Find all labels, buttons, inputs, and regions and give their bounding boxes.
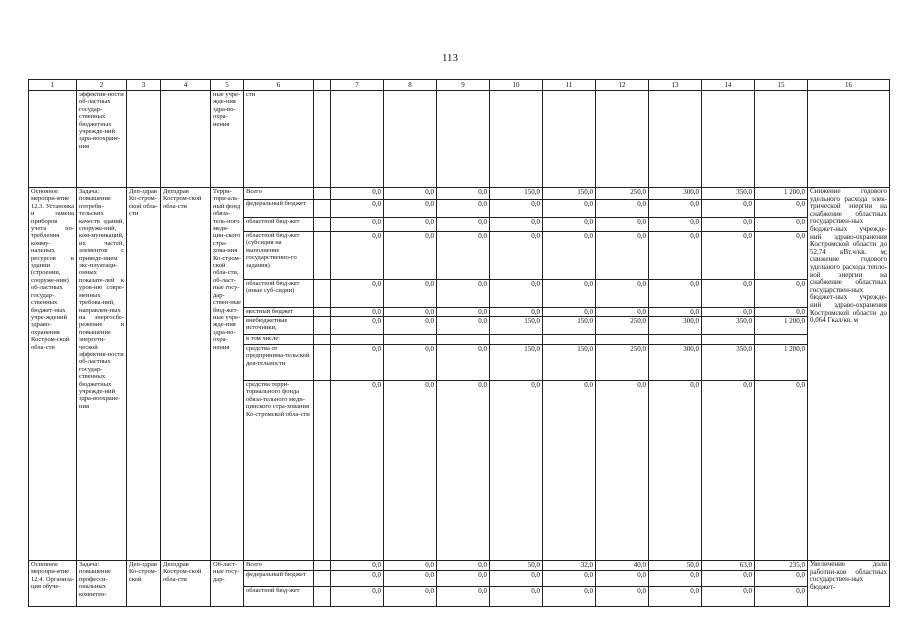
amount-cell — [649, 335, 702, 345]
amount-cell — [543, 335, 596, 345]
amount-cell: 0,0 — [755, 571, 808, 587]
amount-cell: 350,0 — [702, 345, 755, 381]
amount-cell — [702, 335, 755, 345]
amount-cell: 0,0 — [543, 587, 596, 607]
amount-cell: 0,0 — [384, 232, 437, 280]
amount-cell: 0,0 — [490, 587, 543, 607]
funding-source-label: федеральный бюджет — [244, 200, 314, 218]
col-header: 11 — [543, 80, 596, 91]
col-header: 12 — [596, 80, 649, 91]
co-executor-text: ные учре-жде-ния здра-во-охра-нения — [211, 91, 244, 188]
amount-cell: 0,0 — [437, 200, 490, 218]
funding-source-label: федеральный бюджет — [244, 571, 314, 587]
amount-cell: 0,0 — [755, 308, 808, 317]
amount-cell: 250,0 — [596, 317, 649, 335]
col-header: 16 — [808, 80, 890, 91]
amount-cell: 0,0 — [755, 218, 808, 232]
amount-cell: 300,0 — [649, 345, 702, 381]
funding-source-label: областной бюд-жет — [244, 218, 314, 232]
amount-cell: 150,0 — [543, 345, 596, 381]
amount-cell: 0,0 — [702, 232, 755, 280]
column-number-row — [29, 80, 890, 91]
col-header: 1 — [29, 80, 77, 91]
amount-cell: 0,0 — [755, 200, 808, 218]
funding-row — [29, 561, 890, 571]
col-header: 14 — [702, 80, 755, 91]
funding-source-label: средства от предпринима-тельской дея-тельности — [244, 345, 314, 381]
amount-cell: 0,0 — [490, 200, 543, 218]
amount-cell: 0,0 — [490, 218, 543, 232]
amount-cell — [596, 335, 649, 345]
amount-cell: 0,0 — [331, 200, 384, 218]
amount-cell: 0,0 — [702, 308, 755, 317]
amount-cell: 0,0 — [596, 571, 649, 587]
amount-cell: 0,0 — [649, 587, 702, 607]
amount-cell: 0,0 — [384, 308, 437, 317]
amount-cell: 0,0 — [331, 587, 384, 607]
amount-cell: 250,0 — [596, 345, 649, 381]
amount-cell: 0,0 — [543, 381, 596, 561]
amount-cell: 0,0 — [755, 232, 808, 280]
amount-cell: 0,0 — [437, 188, 490, 200]
amount-cell: 0,0 — [490, 308, 543, 317]
funding-source-label: областной бюд-жет (субсидия на выполнение государственно-го задания) — [244, 232, 314, 280]
amount-cell: 235,0 — [755, 561, 808, 571]
funding-source-label: областной бюд-жет (иные суб-сидии) — [244, 280, 314, 308]
amount-cell: 0,0 — [543, 280, 596, 308]
amount-cell: 0,0 — [649, 280, 702, 308]
amount-cell: 0,0 — [437, 280, 490, 308]
amount-cell: 0,0 — [384, 345, 437, 381]
task-text: Задача: повышение потреби-тельских качеств зданий, сооруже-ний, ком-муникаций, их частей, элементов с приведе-нием экс-плуатаци-онных показате-лей к уров-ню совре-менных требова-ний, направлен-ных на энергосбе-режение и повышение энергети-ческой эффектив-ности об-ластных государ-ственных бюджетных учрежде-ний здра-воохране-ния — [77, 188, 127, 561]
amount-cell — [384, 335, 437, 345]
measure-title: Основное меропри-ятие 12.3. Установка и замена приборов учета по-требления комму-нальных ресурсов в здании (строении, сооруже-нии) об-ластных государ-ственных бюджет-ных учре-ждений здраво-охранения Костром-ской обла-сти — [29, 188, 77, 561]
amount-cell: 0,0 — [649, 200, 702, 218]
amount-cell: 0,0 — [543, 571, 596, 587]
task-text: Задача: повышение професси-ональных компетен- — [77, 561, 127, 607]
amount-cell: 0,0 — [437, 381, 490, 561]
measure-12-4 — [29, 561, 890, 607]
amount-cell: 350,0 — [702, 317, 755, 335]
amount-cell: 50,0 — [490, 561, 543, 571]
amount-cell: 0,0 — [543, 232, 596, 280]
amount-cell: 150,0 — [490, 188, 543, 200]
amount-cell: 150,0 — [490, 345, 543, 381]
amount-cell: 1 200,0 — [755, 188, 808, 200]
page-number: 113 — [441, 52, 459, 64]
amount-cell: 250,0 — [596, 188, 649, 200]
amount-cell: 0,0 — [596, 308, 649, 317]
amount-cell: 0,0 — [596, 218, 649, 232]
amount-cell: 0,0 — [437, 317, 490, 335]
continuation-row — [29, 91, 890, 188]
amount-cell: 0,0 — [490, 571, 543, 587]
participants: Об-ласт-ные госу-дар- — [211, 561, 244, 607]
amount-cell: 0,0 — [384, 561, 437, 571]
amount-cell: 0,0 — [755, 381, 808, 561]
funding-row — [29, 188, 890, 200]
amount-cell: 0,0 — [331, 317, 384, 335]
funding-source-label: средства терри-ториального фонда обяза-тельного меди-цинского стра-хования Ко-стромской обла-сти — [244, 381, 314, 561]
col-header: 9 — [437, 80, 490, 91]
measure-title: Основное меропри-ятие 12.4. Организа-ция обуче- — [29, 561, 77, 607]
amount-cell: 0,0 — [596, 232, 649, 280]
amount-cell: 0,0 — [702, 280, 755, 308]
amount-cell: 0,0 — [331, 218, 384, 232]
amount-cell: 0,0 — [543, 308, 596, 317]
amount-cell: 0,0 — [384, 188, 437, 200]
amount-cell: 40,0 — [596, 561, 649, 571]
amount-cell: 32,0 — [543, 561, 596, 571]
amount-cell: 0,0 — [437, 345, 490, 381]
amount-cell: 0,0 — [596, 381, 649, 561]
co-executor: Депздрав Костром-ской обла-сти — [161, 561, 211, 607]
task-text: эффектив-ности об-ластных государ-ственных бюджетных учрежде-ний здра-воохране-ния — [77, 91, 127, 188]
amount-cell: 0,0 — [384, 587, 437, 607]
amount-cell: 0,0 — [490, 381, 543, 561]
amount-cell: 0,0 — [490, 280, 543, 308]
amount-cell: 0,0 — [702, 587, 755, 607]
amount-cell: 150,0 — [543, 188, 596, 200]
amount-cell: 150,0 — [490, 317, 543, 335]
amount-cell: 0,0 — [702, 218, 755, 232]
amount-cell — [755, 335, 808, 345]
col-header — [314, 80, 331, 91]
amount-cell: 0,0 — [649, 218, 702, 232]
amount-cell: 0,0 — [543, 218, 596, 232]
funding-source-label: сти — [244, 91, 314, 188]
funding-source-label: Всего — [244, 561, 314, 571]
amount-cell: 0,0 — [331, 561, 384, 571]
amount-cell: 50,0 — [649, 561, 702, 571]
col-header: 15 — [755, 80, 808, 91]
amount-cell: 0,0 — [331, 345, 384, 381]
funding-source-label: Всего — [244, 188, 314, 200]
amount-cell: 0,0 — [596, 200, 649, 218]
funding-source-label: внебюджетные источники, — [244, 317, 314, 335]
col-header: 2 — [77, 80, 127, 91]
responsible-executor: Деп-здрав Ко-стром-ской обла-сти — [127, 188, 161, 561]
expected-result: Снижение годового удельного расхода элек-трической энергии на снабжение областных государствен-ных бюджет-ных учрежде-ний здраво-охранения Костромской области до 52,74 кВт.ч/кв. м; снижение годового удельного расхода тепло-вой энергии на снабжение областных государствен-ных бюджет-ных учрежде-ний здраво-охранения Костромской области до 0,064 Гкал/кв. м — [808, 188, 890, 561]
amount-cell: 0,0 — [649, 571, 702, 587]
budget-table — [28, 79, 890, 607]
amount-cell: 0,0 — [596, 280, 649, 308]
measure-12-3 — [29, 188, 890, 561]
col-header: 5 — [211, 80, 244, 91]
amount-cell — [437, 335, 490, 345]
amount-cell: 0,0 — [331, 381, 384, 561]
responsible-executor: Деп-здрав Ко-стром-ской — [127, 561, 161, 607]
amount-cell: 300,0 — [649, 317, 702, 335]
col-header: 4 — [161, 80, 211, 91]
amount-cell: 0,0 — [437, 218, 490, 232]
amount-cell: 0,0 — [384, 317, 437, 335]
expected-result: Увеличение доли работни-ков областных государствен-ных бюджет- — [808, 561, 890, 607]
amount-cell: 0,0 — [437, 308, 490, 317]
funding-source-label: областной бюд-жет — [244, 587, 314, 607]
col-header: 6 — [244, 80, 314, 91]
amount-cell: 0,0 — [331, 232, 384, 280]
amount-cell: 350,0 — [702, 188, 755, 200]
col-header: 8 — [384, 80, 437, 91]
co-executor: Депздрав Костром-ской обла-сти — [161, 188, 211, 561]
participants: Терри-тори-аль-ный фонд обяза-тель-ного меди-цин-ского стра-хова-ния Ко-стром-ской обла-сти, об-ласт-ные госу-дар-ствен-ные бюд-жет-ные учре-жде-ния здра-во-охра-нения — [211, 188, 244, 561]
amount-cell: 300,0 — [649, 188, 702, 200]
funding-source-label: в том числе: — [244, 335, 314, 345]
amount-cell: 1 200,0 — [755, 317, 808, 335]
amount-cell: 0,0 — [649, 232, 702, 280]
amount-cell: 0,0 — [384, 571, 437, 587]
amount-cell: 0,0 — [384, 218, 437, 232]
funding-source-label: местный бюджет — [244, 308, 314, 317]
amount-cell: 0,0 — [437, 232, 490, 280]
amount-cell: 0,0 — [702, 571, 755, 587]
col-header: 7 — [331, 80, 384, 91]
amount-cell: 0,0 — [437, 587, 490, 607]
amount-cell: 63,0 — [702, 561, 755, 571]
col-header: 10 — [490, 80, 543, 91]
amount-cell — [490, 335, 543, 345]
amount-cell: 0,0 — [331, 188, 384, 200]
amount-cell: 0,0 — [649, 308, 702, 317]
amount-cell: 150,0 — [543, 317, 596, 335]
amount-cell: 0,0 — [384, 200, 437, 218]
amount-cell: 0,0 — [331, 280, 384, 308]
amount-cell — [331, 335, 384, 345]
amount-cell: 0,0 — [649, 381, 702, 561]
amount-cell: 0,0 — [437, 561, 490, 571]
amount-cell: 0,0 — [437, 571, 490, 587]
col-header: 3 — [127, 80, 161, 91]
amount-cell: 0,0 — [755, 587, 808, 607]
amount-cell: 0,0 — [384, 280, 437, 308]
amount-cell: 0,0 — [490, 232, 543, 280]
amount-cell: 0,0 — [331, 308, 384, 317]
amount-cell: 1 200,0 — [755, 345, 808, 381]
amount-cell: 0,0 — [543, 200, 596, 218]
amount-cell: 0,0 — [331, 571, 384, 587]
amount-cell: 0,0 — [702, 381, 755, 561]
amount-cell: 0,0 — [755, 280, 808, 308]
amount-cell: 0,0 — [384, 381, 437, 561]
amount-cell: 0,0 — [702, 200, 755, 218]
amount-cell: 0,0 — [596, 587, 649, 607]
col-header: 13 — [649, 80, 702, 91]
